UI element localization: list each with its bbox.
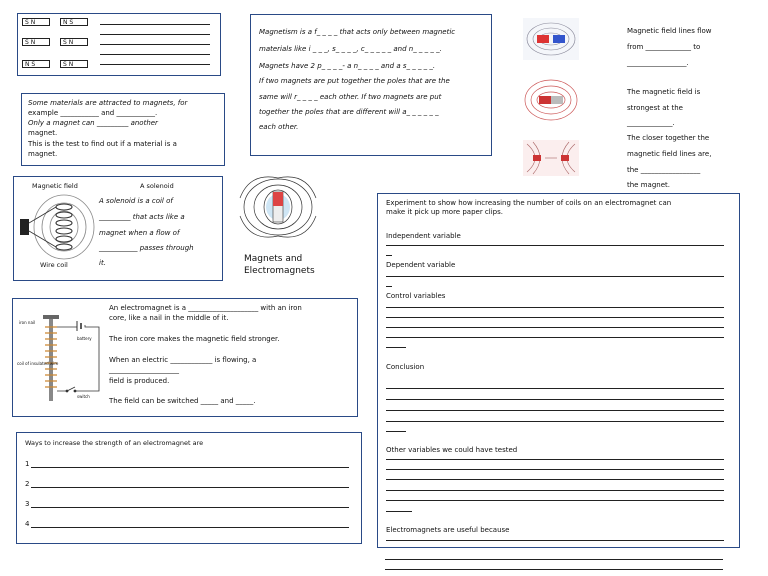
experiment-box bbox=[377, 193, 740, 548]
electromagnet-line-7: The field can be switched _____ and _____. bbox=[109, 397, 256, 405]
diagram-label-battery: battery bbox=[77, 336, 92, 341]
field-diagram-1 bbox=[523, 18, 579, 60]
materials-line-6: magnet. bbox=[28, 150, 58, 158]
field-text-1b: from _____________ to bbox=[627, 43, 701, 51]
materials-line-3: Only a magnet can _________ another bbox=[28, 119, 158, 127]
title-line-2: Electromagnets bbox=[244, 266, 315, 276]
label-magnetic-field: Magnetic field bbox=[32, 182, 78, 190]
conclusion-label: Conclusion bbox=[386, 363, 425, 371]
ways-item-3: 3 bbox=[25, 500, 30, 508]
solenoid-line-1: A solenoid is a coil of bbox=[99, 197, 173, 205]
diagram-label-switch: switch bbox=[77, 394, 90, 399]
materials-line-4: magnet. bbox=[28, 129, 58, 137]
electromagnet-line-4: When an electric ____________ is flowing, a bbox=[109, 356, 257, 364]
field-text-3c: the _________________ bbox=[627, 166, 701, 174]
fill-line-5: same will r_ _ _ _ each other. If two magnets are put bbox=[259, 93, 442, 101]
magnet-3a: N S bbox=[22, 60, 50, 68]
magnet-3b: S N bbox=[60, 60, 88, 68]
title-line-1: Magnets and bbox=[244, 254, 303, 264]
solenoid-line-5: it. bbox=[99, 259, 106, 267]
materials-line-1: Some materials are attracted to magnets, for bbox=[28, 99, 188, 107]
fill-line-1: Magnetism is a f_ _ _ _ that acts only between magnetic bbox=[259, 28, 456, 36]
bar-magnet-field-image bbox=[236, 168, 320, 246]
ways-item-1: 1 bbox=[25, 460, 30, 468]
fill-line-2: materials like i _ _ _, s_ _ _ _, c_ _ _ _ _ and n_ _ _ _ _. bbox=[259, 45, 442, 53]
field-text-1c: _________________. bbox=[627, 59, 689, 67]
materials-line-5: This is the test to find out if a material is a bbox=[28, 140, 177, 148]
diagram-label-iron-nail: iron nail bbox=[19, 320, 36, 325]
magnetism-fill-box bbox=[250, 14, 492, 156]
other-variables-label: Other variables we could have tested bbox=[386, 446, 518, 454]
fill-line-6: together the poles that are different will a_ _ _ _ _ _ bbox=[259, 108, 439, 116]
materials-line-2: example ___________ and ___________. bbox=[28, 109, 158, 117]
field-diagram-2 bbox=[523, 76, 579, 124]
field-text-2b: strongest at the bbox=[627, 104, 683, 112]
solenoid-line-2: _________ that acts like a bbox=[99, 213, 185, 221]
experiment-intro-2: make it pick up more paper clips. bbox=[386, 208, 503, 216]
electromagnet-line-1: An electromagnet is a ____________________ with an iron bbox=[109, 304, 302, 312]
ways-item-2: 2 bbox=[25, 480, 30, 488]
magnet-1a: S N bbox=[22, 18, 50, 26]
solenoid-line-3: magnet when a flow of bbox=[99, 229, 180, 237]
ways-box bbox=[16, 432, 362, 544]
field-diagram-3 bbox=[523, 140, 579, 176]
solenoid-box bbox=[13, 176, 223, 281]
label-a-solenoid: A solenoid bbox=[140, 182, 174, 190]
electromagnet-line-3: The iron core makes the magnetic field stronger. bbox=[109, 335, 280, 343]
magnet-2a: S N bbox=[22, 38, 50, 46]
fill-line-4: If two magnets are put together the poles that are the bbox=[259, 77, 450, 85]
ways-item-4: 4 bbox=[25, 520, 30, 528]
electromagnet-box bbox=[12, 298, 358, 417]
independent-label: Independent variable bbox=[386, 232, 461, 240]
electromagnet-line-5: ____________________ bbox=[109, 366, 179, 374]
fill-line-7: each other. bbox=[259, 123, 299, 131]
experiment-intro-1: Experiment to show how increasing the number of coils on an electromagnet can bbox=[386, 199, 672, 207]
useful-label: Electromagnets are useful because bbox=[386, 526, 510, 534]
field-text-1a: Magnetic field lines flow bbox=[627, 27, 712, 35]
electromagnet-line-2: core, like a nail in the middle of it. bbox=[109, 314, 229, 322]
magnet-pairs-box bbox=[17, 13, 221, 76]
electromagnet-line-6: field is produced. bbox=[109, 377, 170, 385]
magnet-1b: N S bbox=[60, 18, 88, 26]
solenoid-line-4: ___________ passes through bbox=[99, 244, 194, 252]
fill-line-3: Magnets have 2 p_ _ _ _- a n_ _ _ _ and a s_ _ _ _ _. bbox=[259, 62, 436, 70]
magnet-2b: S N bbox=[60, 38, 88, 46]
field-text-3a: The closer together the bbox=[627, 134, 710, 142]
field-text-2c: _____________. bbox=[627, 119, 675, 127]
control-label: Control variables bbox=[386, 292, 446, 300]
ways-title: Ways to increase the strength of an electromagnet are bbox=[25, 439, 204, 447]
dependent-label: Dependent variable bbox=[386, 261, 456, 269]
materials-box bbox=[21, 93, 225, 166]
diagram-label-coil: coil of insulated wire bbox=[17, 361, 59, 366]
field-text-2a: The magnetic field is bbox=[627, 88, 701, 96]
field-text-3b: magnetic field lines are, bbox=[627, 150, 712, 158]
label-wire-coil: Wire coil bbox=[40, 261, 68, 269]
solenoid-diagram bbox=[18, 191, 100, 263]
field-text-3d: the magnet. bbox=[627, 181, 670, 189]
